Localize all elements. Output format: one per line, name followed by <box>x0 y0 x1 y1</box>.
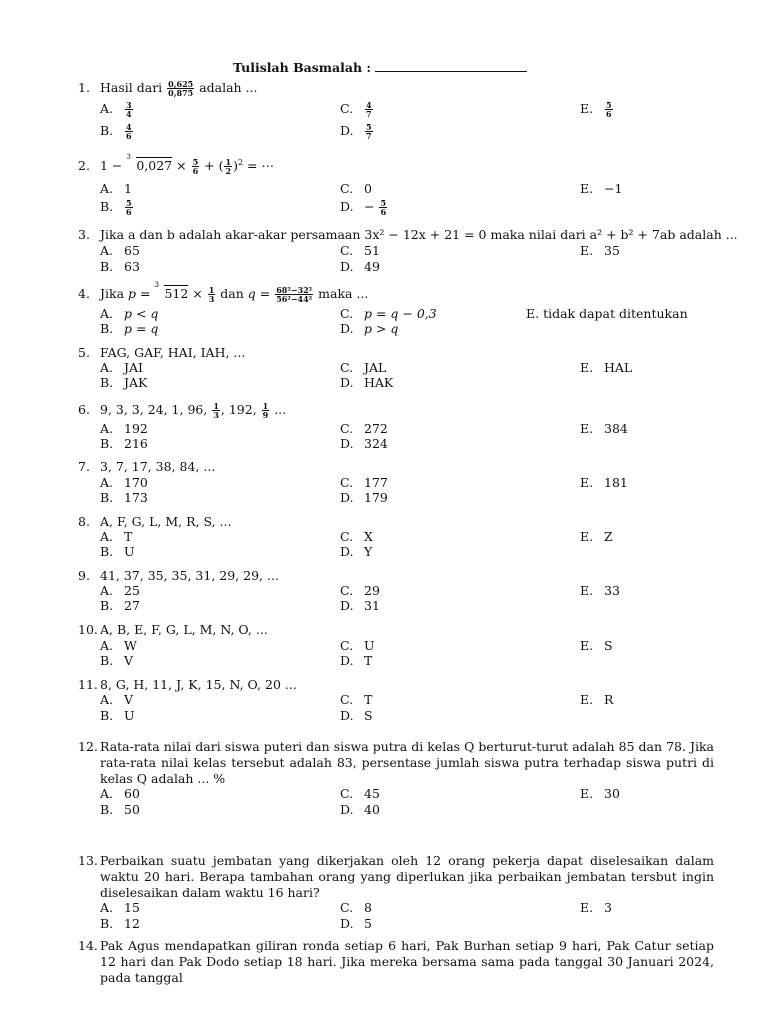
option-e[interactable]: E. −1 <box>580 181 623 196</box>
option-d[interactable]: D. T <box>340 653 373 668</box>
option-e[interactable]: E. R <box>580 692 614 707</box>
question-8: 8. A, F, G, L, M, R, S, ... <box>78 514 232 529</box>
option-a[interactable]: A. 60 <box>100 786 140 801</box>
option-b[interactable]: B. p = q <box>100 321 159 336</box>
option-e[interactable]: E. 384 <box>580 421 628 436</box>
question-2: 2. 1 − 3 0,027 × $\frac{5}{6}$ + ( $\frac{1}{2}$ )$^2$ = ⋯ <box>78 153 274 176</box>
option-e[interactable]: E. tidak dapat ditentukan <box>526 306 688 321</box>
option-a[interactable]: A. 192 <box>100 421 148 436</box>
option-b[interactable]: B. 12 <box>100 916 140 931</box>
option-b[interactable]: B. 173 <box>100 490 148 505</box>
option-e[interactable]: E. S <box>580 638 613 653</box>
option-b[interactable]: B. 63 <box>100 259 140 274</box>
question-11: 11. 8, G, H, 11, J, K, 15, N, O, 20 ... <box>78 677 297 692</box>
option-d[interactable]: D. S <box>340 708 373 723</box>
option-d[interactable]: D. − $\frac{5}{6}$ <box>340 198 387 217</box>
option-e[interactable]: E. 30 <box>580 786 620 801</box>
option-b[interactable]: B. V <box>100 653 134 668</box>
option-e[interactable]: E. Z <box>580 529 613 544</box>
question-1: 1. Hasil dari $\frac{0,625}{0,875}$ adalah ... <box>78 79 258 98</box>
option-c[interactable]: C. X <box>340 529 373 544</box>
option-c[interactable]: C. T <box>340 692 373 707</box>
option-d[interactable]: D. 5 <box>340 916 372 931</box>
question-4: 4. Jika p = 3 512 × $\frac{1}{3}$ dan q = $\frac{\text{68²−32²}}{\text{56²−44²}}$ maka ... <box>78 281 369 304</box>
option-d[interactable]: D. 49 <box>340 259 380 274</box>
option-e[interactable]: E. 3 <box>580 900 612 915</box>
question-7: 7. 3, 7, 17, 38, 84, ... <box>78 459 216 474</box>
option-b[interactable]: B. U <box>100 708 135 723</box>
cube-root: 3 0,027 <box>126 153 173 173</box>
option-c[interactable]: C. 29 <box>340 583 380 598</box>
question-13: 13. Perbaikan suatu jembatan yang dikerjakan oleh 12 orang pekerja dapat diselesaikan dalam waktu 20 hari. Berapa tambahan orang yang diperlukan jika perbaikan jembatan tersbut ingin diselesaikan dalam waktu 16 hari? <box>78 853 714 900</box>
option-b[interactable]: B. $\frac{5}{6}$ <box>100 198 132 217</box>
option-c[interactable]: C. 8 <box>340 900 372 915</box>
question-14: 14. Pak Agus mendapatkan giliran ronda setiap 6 hari, Pak Burhan setiap 9 hari, Pak Catur setiap 12 hari dan Pak Dodo setiap 18 hari. Jika mereka bersama sama pada tanggal 30 Januari 2024, pada tanggal <box>78 938 714 985</box>
option-a[interactable]: A. V <box>100 692 134 707</box>
question-10: 10. A, B, E, F, G, L, M, N, O, ... <box>78 622 268 637</box>
option-e[interactable]: E. 33 <box>580 583 620 598</box>
option-a[interactable]: A. JAI <box>100 360 143 375</box>
option-a[interactable]: A. 65 <box>100 243 140 258</box>
option-d[interactable]: D. Y <box>340 544 373 559</box>
option-a[interactable]: A. T <box>100 529 133 544</box>
option-a[interactable]: A. 170 <box>100 475 148 490</box>
option-d[interactable]: D. HAK <box>340 375 394 390</box>
option-a[interactable]: A. W <box>100 638 137 653</box>
option-c[interactable]: C. 177 <box>340 475 388 490</box>
option-b[interactable]: B. $\frac{4}{6}$ <box>100 122 132 141</box>
option-c[interactable]: C. U <box>340 638 375 653</box>
option-e[interactable]: E. $\frac{5}{6}$ <box>580 100 612 119</box>
question-6: 6. 9, 3, 3, 24, 1, 96, $\frac{1}{3}$ , 192, $\frac{1}{9}$ ... <box>78 401 287 420</box>
option-e[interactable]: E. 35 <box>580 243 620 258</box>
question-12: 12. Rata-rata nilai dari siswa puteri dan siswa putra di kelas Q berturut-turut adalah 85 dan 78. Jika rata-rata nilai kelas tersebut adalah 83, persentase jumlah siswa putra terhadap siswa putri di kelas Q adalah ... % <box>78 739 714 786</box>
option-c[interactable]: C. JAL <box>340 360 387 375</box>
fraction: $\frac{0,625}{0,875}$ <box>168 79 194 98</box>
option-d[interactable]: D. 40 <box>340 802 380 817</box>
option-d[interactable]: D. 31 <box>340 598 380 613</box>
option-b[interactable]: B. 216 <box>100 436 148 451</box>
option-b[interactable]: B. 27 <box>100 598 140 613</box>
option-b[interactable]: B. 50 <box>100 802 140 817</box>
option-b[interactable]: B. U <box>100 544 135 559</box>
option-c[interactable]: C. $\frac{4}{7}$ <box>340 100 372 119</box>
option-c[interactable]: C. 45 <box>340 786 380 801</box>
option-d[interactable]: D. 179 <box>340 490 388 505</box>
question-9: 9. 41, 37, 35, 35, 31, 29, 29, ... <box>78 568 279 583</box>
option-c[interactable]: C. p = q − 0,3 <box>340 306 437 321</box>
option-e[interactable]: E. HAL <box>580 360 633 375</box>
name-blank-line <box>375 60 527 72</box>
question-3: 3. Jika a dan b adalah akar-akar persamaan 3x² − 12x + 21 = 0 maka nilai dari a² + b² + 7ab adalah ... <box>78 227 738 242</box>
option-c[interactable]: C. 51 <box>340 243 380 258</box>
option-e[interactable]: E. 181 <box>580 475 628 490</box>
option-d[interactable]: D. 324 <box>340 436 388 451</box>
page-title: Tulislah Basmalah : <box>233 60 527 75</box>
option-c[interactable]: C. 0 <box>340 181 372 196</box>
option-d[interactable]: D. p > q <box>340 321 399 336</box>
option-a[interactable]: A. 15 <box>100 900 140 915</box>
option-a[interactable]: A. $\frac{3}{4}$ <box>100 100 132 119</box>
cube-root: 3 512 <box>154 281 189 301</box>
option-a[interactable]: A. 1 <box>100 181 132 196</box>
option-d[interactable]: D. $\frac{5}{7}$ <box>340 122 372 141</box>
question-5: 5. FAG, GAF, HAI, IAH, ... <box>78 345 246 360</box>
option-a[interactable]: A. 25 <box>100 583 140 598</box>
option-b[interactable]: B. JAK <box>100 375 148 390</box>
option-c[interactable]: C. 272 <box>340 421 388 436</box>
option-a[interactable]: A. p < q <box>100 306 159 321</box>
